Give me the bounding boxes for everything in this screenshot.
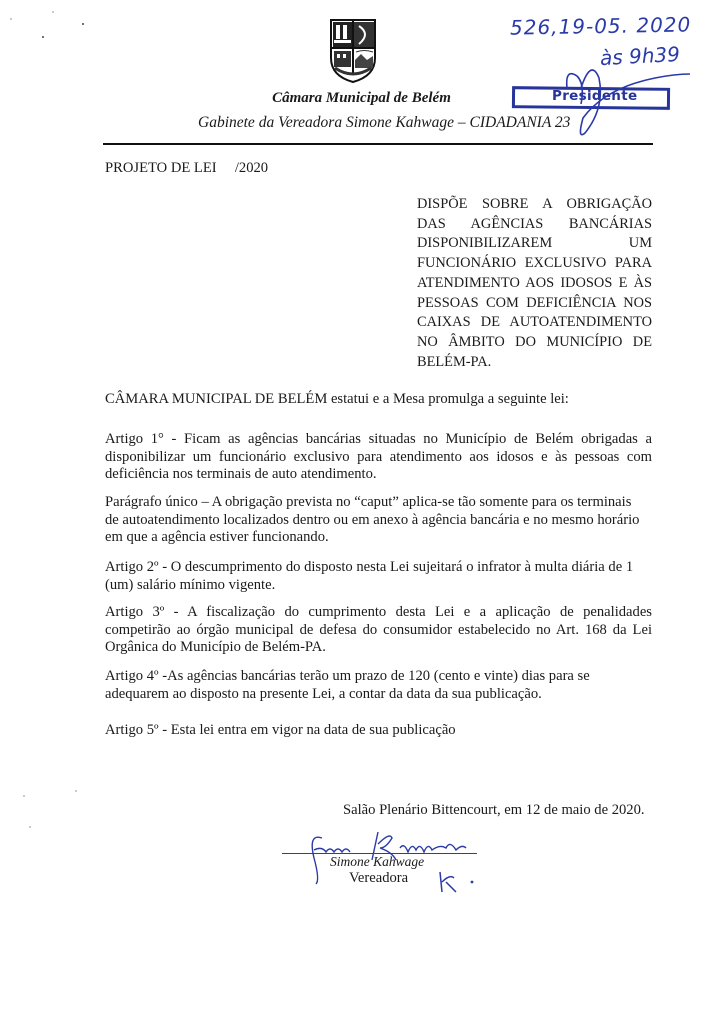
- scan-speck: [52, 11, 54, 13]
- article-line: em que a agência estiver funcionando.: [105, 529, 329, 546]
- coat-of-arms-logo: [329, 18, 377, 84]
- protocol-number-date: 526,19-05. 2020: [509, 12, 692, 40]
- protocol-time: às 9h39: [599, 41, 681, 71]
- summary-line: CAIXAS DE AUTOATENDIMENTO: [417, 314, 652, 331]
- summary-line: NO ÂMBITO DO MUNICÍPIO DE: [417, 333, 652, 350]
- header-divider: [103, 143, 653, 145]
- bill-summary: [417, 195, 652, 372]
- summary-line: DISPÕE SOBRE A OBRIGAÇÃO: [417, 196, 652, 212]
- scan-speck: [23, 795, 25, 797]
- scan-speck: [10, 18, 12, 20]
- bill-title: PROJETO DE LEI /2020: [105, 160, 269, 176]
- summary-line: BELÉM-PA.: [417, 353, 492, 370]
- chamber-name: Câmara Municipal de Belém: [272, 90, 451, 106]
- scan-speck: [29, 826, 31, 828]
- scan-speck: [75, 790, 77, 792]
- article-line: (um) salário mínimo vigente.: [105, 576, 276, 593]
- summary-line: ATENDIMENTO AOS IDOSOS E ÀS: [417, 274, 652, 291]
- article-2: [105, 559, 652, 594]
- article-5: [105, 722, 652, 740]
- article-line: Artigo 5º - Esta lei entra em vigor na data de sua publicação: [105, 722, 456, 738]
- enacting-clause: CÂMARA MUNICIPAL DE BELÉM estatui e a Mesa promulga a seguinte lei:: [105, 391, 569, 407]
- article-line: adequarem ao disposto na presente Lei, a contar da data da sua publicação.: [105, 685, 542, 702]
- article-line: deficiência nos terminais de auto atendimento.: [105, 466, 377, 483]
- article-line: competirão ao órgão municipal de defesa do consumidor estabelecido no Art. 168 da Lei: [105, 621, 652, 638]
- article-3: [105, 604, 652, 657]
- cabinet-subtitle: Gabinete da Vereadora Simone Kahwage – CIDADANIA 23: [198, 114, 571, 131]
- article-line: Artigo 3º - A fiscalização do cumprimento desta Lei e a aplicação de penalidades: [105, 604, 652, 620]
- article-line: Artigo 2º - O descumprimento do disposto nesta Lei sujeitará o infrator à multa diária de 1: [105, 559, 634, 575]
- initials-mark: [436, 866, 481, 896]
- sole-paragraph: [105, 494, 652, 547]
- article-line: disponibilizar um funcionário exclusivo para atendimento aos idosos e às pessoas com: [105, 448, 652, 465]
- article-line: de autoatendimento localizados dentro ou em anexo à agência bancária e no mesmo horário: [105, 511, 640, 528]
- article-line: Artigo 1° - Ficam as agências bancárias situadas no Município de Belém obrigadas a: [105, 431, 652, 447]
- place-and-date: Salão Plenário Bittencourt, em 12 de maio de 2020.: [343, 802, 645, 818]
- signer-name: Simone Kahwage: [330, 854, 425, 869]
- scan-speck: [82, 23, 84, 25]
- article-4: [105, 668, 652, 703]
- scan-speck: [42, 36, 44, 38]
- summary-line: DISPONIBILIZAREM UM: [417, 235, 652, 252]
- signer-role: Vereadora: [349, 870, 409, 886]
- article-line: Parágrafo único – A obrigação prevista no “caput” aplica-se tão somente para os terminais: [105, 494, 632, 510]
- article-1: [105, 431, 652, 484]
- president-stamp-label: Presidente: [552, 88, 638, 104]
- summary-line: PESSOAS COM DEFICIÊNCIA NOS: [417, 294, 652, 311]
- article-line: Orgânica do Município de Belém-PA.: [105, 639, 326, 656]
- summary-line: DAS AGÊNCIAS BANCÁRIAS: [417, 215, 652, 232]
- article-line: Artigo 4º -As agências bancárias terão um prazo de 120 (cento e vinte) dias para se: [105, 668, 590, 684]
- president-signature: [555, 48, 695, 143]
- summary-line: FUNCIONÁRIO EXCLUSIVO PARA: [417, 255, 652, 272]
